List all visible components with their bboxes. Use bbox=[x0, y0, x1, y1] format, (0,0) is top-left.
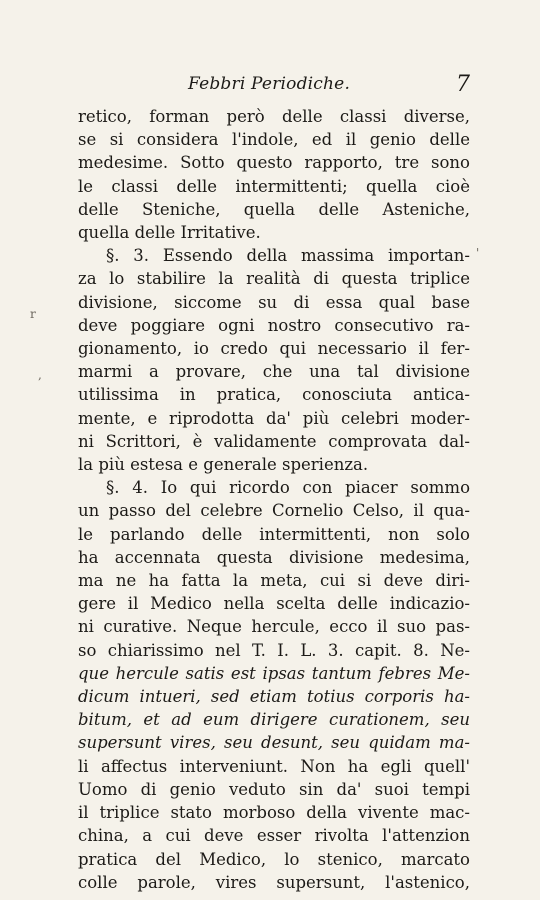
margin-mark: , bbox=[38, 368, 42, 382]
paragraph-3-start: §. 3. Essendo della massima importan- bbox=[106, 246, 470, 266]
text-line: il triplice stato morboso della vivente mac- bbox=[78, 803, 470, 823]
page-header bbox=[78, 74, 470, 102]
text-line: li affectus interveniunt. Non ha egli quell' bbox=[78, 756, 470, 776]
text-line: marmi a provare, che una tal divisione bbox=[78, 362, 470, 382]
text-line: medesime. Sotto questo rapporto, tre sono bbox=[78, 153, 470, 173]
text-line: gionamento, io credo qui necessario il fer- bbox=[78, 339, 470, 359]
text-line: supersunt vires, seu desunt, seu quidam ma- bbox=[78, 733, 470, 753]
text-line: un passo del celebre Cornelio Celso, il qua- bbox=[78, 501, 470, 521]
text-line: gere il Medico nella scelta delle indicazio- bbox=[78, 594, 470, 614]
text-line: quella delle Irritative. bbox=[78, 223, 261, 243]
text-line: ni curative. Neque hercule, ecco il suo pas- bbox=[78, 617, 470, 637]
text-line: divisione, siccome su di essa qual base bbox=[78, 292, 470, 312]
text-line: so chiarissimo nel T. I. L. 3. capit. 8. Ne- bbox=[78, 640, 470, 660]
paragraph-4-start: §. 4. Io qui ricordo con piacer sommo bbox=[106, 478, 470, 498]
text-line: bitum, et ad eum dirigere curationem, seu bbox=[78, 710, 470, 730]
page-number: 7 bbox=[456, 72, 470, 97]
margin-mark: ' bbox=[476, 246, 480, 260]
text-line: dicum intueri, sed etiam totius corporis ha- bbox=[78, 687, 470, 707]
text-line: colle parole, vires supersunt, l'astenico, bbox=[78, 872, 470, 892]
text-line: ni Scrittori, è validamente comprovata dal- bbox=[78, 431, 470, 451]
text-line: le parlando delle intermittenti, non solo bbox=[78, 524, 470, 544]
text-line: ma ne ha fatta la meta, cui si deve diri- bbox=[78, 571, 470, 591]
text-line: retico, forman però delle classi diverse, bbox=[78, 107, 470, 126]
margin-mark: r bbox=[30, 307, 36, 321]
text-line: utilissima in pratica, conosciuta antica- bbox=[78, 385, 470, 405]
running-title: Febbri Periodiche. bbox=[188, 74, 351, 94]
text-line: china, a cui deve esser rivolta l'attenzion bbox=[78, 826, 470, 846]
text-line: se si considera l'indole, ed il genio delle bbox=[78, 130, 470, 150]
text-line: mente, e riprodotta da' più celebri moder- bbox=[78, 408, 470, 428]
text-line: za lo stabilire la realità di questa triplice bbox=[78, 269, 470, 289]
text-line: Uomo di genio veduto sin da' suoi tempi bbox=[78, 779, 470, 799]
text-line: pratica del Medico, lo stenico, marcato bbox=[78, 849, 470, 869]
text-line: le classi delle intermittenti; quella cioè bbox=[78, 176, 470, 196]
body-text bbox=[78, 105, 470, 894]
text-line: que hercule satis est ipsas tantum febres Me- bbox=[78, 663, 470, 683]
text-line: deve poggiare ogni nostro consecutivo ra- bbox=[78, 315, 470, 335]
text-line: la più estesa e generale sperienza. bbox=[78, 455, 369, 475]
text-line: delle Steniche, quella delle Asteniche, bbox=[78, 199, 470, 219]
text-line: ha accennata questa divisione medesima, bbox=[78, 547, 470, 567]
